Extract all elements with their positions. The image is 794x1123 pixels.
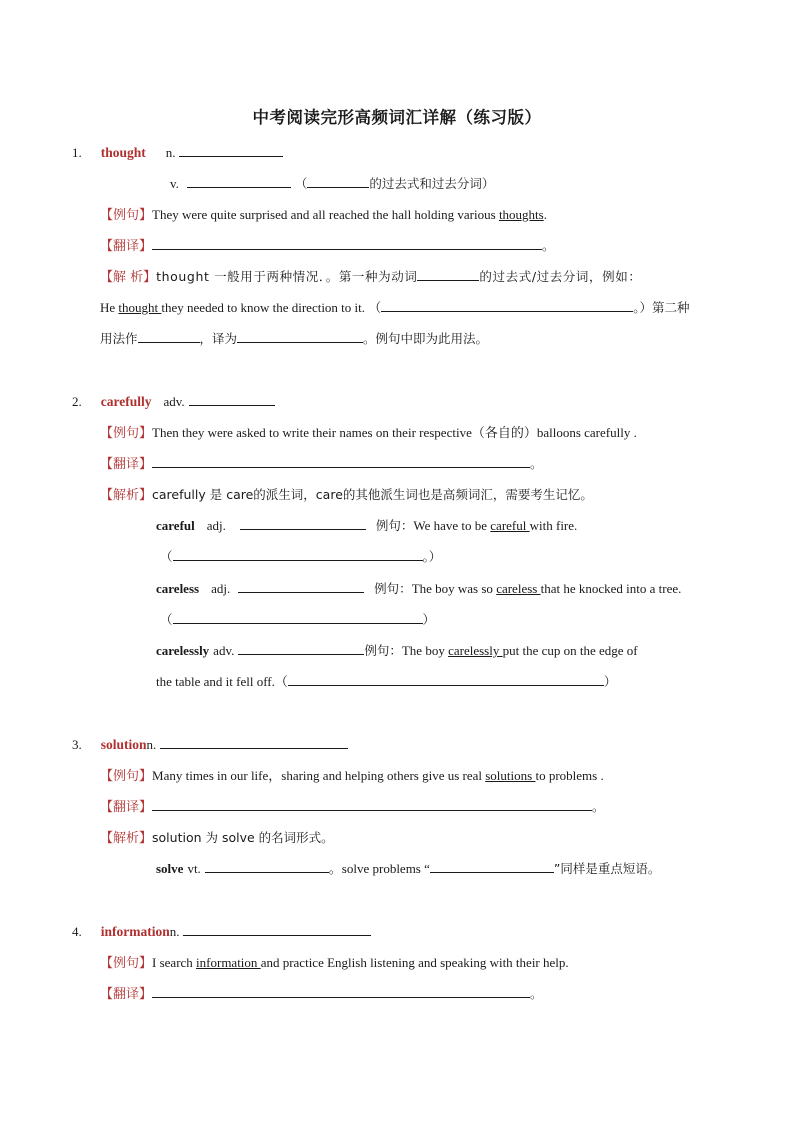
item-number: 1. [72,145,82,160]
item-solution-example [100,767,604,786]
item-number: 4. [72,924,82,939]
answer-blank[interactable] [238,580,364,593]
translation-blank[interactable] [288,673,604,686]
answer-blank[interactable] [237,330,363,343]
period: 。 [542,238,555,253]
example-text: I search [152,955,197,970]
headword: thought [100,145,146,160]
headword: carefully [100,394,152,409]
headword: solution [100,737,147,752]
example-tag: 【例句】 [100,956,153,971]
item-information-translate [100,985,543,1004]
analysis-text: solution 为 solve 的名词形式。 [152,830,334,845]
translation-blank[interactable] [152,798,592,811]
part-of-speech: v. [170,176,179,191]
derived-word: solve [156,861,184,876]
item-thought-analysis-2 [100,299,690,317]
deriv-carelessly [156,642,638,660]
example-tag: 【例句】 [100,769,153,784]
analysis-text: 的过去式/过去分词，例如： [479,269,642,284]
item-solution-heading [72,736,348,754]
analysis-text: they needed to know the direction to it. （ [161,300,382,315]
translation-blank[interactable] [381,299,633,312]
item-thought-analysis-3 [100,330,488,348]
item-information-example [100,954,569,973]
answer-blank[interactable] [187,175,291,188]
translate-tag: 【翻译】 [100,987,153,1002]
item-thought-heading [72,144,283,162]
analysis-tag: 【解析】 [100,488,153,503]
headword: information [100,924,170,939]
example-text: Many times in our life，sharing and helping others give us real [152,768,486,783]
translation-blank[interactable] [173,548,423,561]
analysis-text: 用法作 [100,331,138,346]
example-keyword: careless [496,581,541,596]
item-number: 2. [72,394,82,409]
deriv-careless [156,580,681,598]
deriv-careful-translate [160,548,441,566]
example-tag: 【例句】 [100,208,153,223]
example-text: The boy [401,643,449,658]
paren-open: （ [160,612,173,627]
item-carefully-translate [100,455,543,474]
analysis-text: 。solve problems “ [328,861,430,876]
item-thought-verb-line [170,175,494,193]
translation-blank[interactable] [152,237,542,250]
deriv-carelessly-line2 [156,673,616,691]
answer-blank[interactable] [183,923,371,936]
answer-blank[interactable] [238,642,364,655]
example-text: with fire. [529,518,578,533]
analysis-tag: 【解 析】 [100,270,157,285]
answer-blank[interactable] [205,860,329,873]
part-of-speech: adj. [206,518,226,533]
paren-close: ） [603,674,617,689]
item-carefully-example [100,424,637,443]
item-number: 3. [72,737,82,752]
example-label: 例句： [375,518,414,533]
part-of-speech: vt. [187,861,201,876]
derived-word: careful [156,518,195,533]
analysis-text: 。）第二种 [633,300,690,315]
example-text: . [543,207,547,222]
analysis-text: carefully 是 care的派生词，care的其他派生词也是高频词汇，需要考生记忆。 [152,487,593,502]
analysis-text: 。例句中即为此用法。 [363,331,489,346]
example-text: the table and it fell off.（ [156,674,288,689]
example-keyword: careful [490,518,530,533]
example-text: to problems . [535,768,604,783]
translate-tag: 【翻译】 [100,239,153,254]
item-thought-analysis-1 [100,268,641,287]
paren-close: 。） [422,549,442,564]
part-of-speech: n. [165,145,176,160]
paren-open: （ [294,176,308,191]
period: 。 [530,456,543,471]
answer-blank[interactable] [138,330,200,343]
analysis-text: ”同样是重点短语。 [553,861,661,876]
translate-tag: 【翻译】 [100,457,153,472]
example-keyword: solutions [485,768,536,783]
analysis-text: ，译为 [199,331,238,346]
derived-word: careless [156,581,200,596]
answer-blank[interactable] [179,144,283,157]
item-carefully-heading [72,393,275,411]
example-text: put the cup on the edge of [502,643,638,658]
part-of-speech: adj. [211,581,231,596]
analysis-text: He [100,300,119,315]
analysis-tag: 【解析】 [100,831,153,846]
example-text: Then they were asked to write their names on their respective（各自的）balloons carefully . [152,425,637,440]
part-of-speech: adv. [213,643,235,658]
example-text: The boy was so [411,581,497,596]
part-of-speech: n. [169,924,180,939]
item-thought-translate [100,237,555,256]
paren-open: （ [160,549,173,564]
answer-blank[interactable] [430,860,554,873]
example-text: They were quite surprised and all reached the hall holding various [152,207,499,222]
example-keyword: carelessly [448,643,503,658]
part-of-speech: n. [146,737,157,752]
analysis-keyword: thought [118,300,162,315]
period: 。 [592,799,605,814]
derived-word: carelessly [156,643,210,658]
example-label: 例句： [364,643,402,658]
paren-close: ） [422,612,436,627]
example-text: and practice English listening and speaking with their help. [260,955,569,970]
period: 。 [530,986,543,1001]
example-tag: 【例句】 [100,426,153,441]
deriv-careless-translate [160,611,435,629]
answer-blank[interactable] [189,393,275,406]
verb-paren-text: 的过去式和过去分词） [369,176,495,191]
answer-blank[interactable] [160,736,348,749]
item-solution-solve [156,860,660,878]
example-text: We have to be [413,518,491,533]
example-label: 例句： [374,581,412,596]
answer-blank[interactable] [307,175,369,188]
page-title: 中考阅读完形高频词汇详解（练习版） [252,108,542,127]
translation-blank[interactable] [152,455,530,468]
item-thought-example [100,206,547,225]
example-keyword: information [196,955,261,970]
item-solution-analysis [100,829,334,848]
translation-blank[interactable] [173,611,423,624]
item-information-heading [72,923,371,941]
part-of-speech: adv. [163,394,185,409]
answer-blank[interactable] [240,517,366,530]
answer-blank[interactable] [417,268,479,281]
translation-blank[interactable] [152,985,530,998]
translate-tag: 【翻译】 [100,800,153,815]
item-carefully-analysis [100,486,593,505]
item-solution-translate [100,798,605,817]
analysis-text: thought 一般用于两种情况．。第一种为动词 [156,269,418,284]
example-text: that he knocked into a tree. [540,581,682,596]
example-keyword: thoughts [498,207,544,222]
deriv-careful [156,517,577,535]
